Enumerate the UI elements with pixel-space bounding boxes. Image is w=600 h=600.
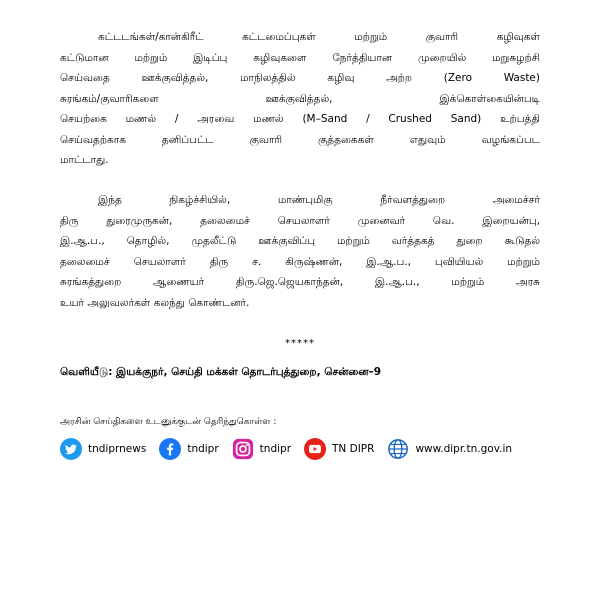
- paragraph-line: தலைமைச் செயலாளர் திரு ச. கிருஷ்ணன், இ.ஆ.ப., புவியியல் மற்றும்: [60, 255, 540, 268]
- paragraph-line: கட்டுமான மற்றும் இடிப்பு கழிவுகளை நேர்த்தியான முறையில் மறுசுழற்சி: [60, 51, 540, 64]
- twitter-handle: tndiprnews: [88, 443, 147, 455]
- social-links: [60, 438, 525, 460]
- website-url: www.dipr.tn.gov.in: [415, 443, 513, 455]
- paragraph-line: இந்த நிகழ்ச்சியில், மாண்புமிகு நீர்வளத்துறை அமைச்சர்: [98, 194, 540, 206]
- section-separator: *****: [285, 338, 315, 349]
- globe-icon: [387, 438, 409, 460]
- youtube-icon: [304, 438, 326, 460]
- paragraph-line: உயர் அலுவலர்கள் கலந்து கொண்டனர்.: [60, 296, 250, 309]
- paragraph-line: செய்வதற்காக தனிப்பட்ட குவாரி குத்தகைகள் எதுவும் வழங்கப்பட: [60, 133, 540, 146]
- paragraph-line: கட்டடங்கள்/கான்கிரீட் கட்டமைப்புகள் மற்றும் குவாரி கழிவுகள்: [98, 31, 540, 43]
- facebook-handle: tndipr: [187, 443, 219, 455]
- release-credit: வெளியீடு: இயக்குநர், செய்தி மக்கள் தொடர்புத்துறை, சென்னை–9: [60, 366, 382, 378]
- instagram-handle: tndipr: [259, 443, 292, 455]
- twitter-link[interactable]: [60, 438, 146, 460]
- paragraph-line: திரு துரைமுருகன், தலைமைச் செயலாளர் முனைவர் வெ. இறையன்பு,: [60, 214, 540, 227]
- follow-label: அரசின் செய்திகளை உடனுக்குடன் தெரிந்துகொள்ள :: [60, 417, 277, 427]
- facebook-icon: [159, 438, 181, 460]
- facebook-link[interactable]: [159, 438, 218, 460]
- paragraph-line: சுரங்கம்/குவாரிகளை ஊக்குவித்தல், இக்கொள்கையின்படி: [60, 92, 540, 105]
- paragraph-line: இ.ஆ.ப., தொழில், முதலீட்டு ஊக்குவிப்பு மற்றும் வர்த்தகத் துறை கூடுதல்: [60, 235, 540, 247]
- paragraph-line: செய்வதை ஊக்குவித்தல், மாநிலத்தில் கழிவு அற்ற (Zero Waste): [60, 72, 540, 84]
- youtube-link[interactable]: [304, 438, 374, 460]
- instagram-icon: [232, 438, 254, 460]
- paragraph-attendees: [60, 190, 540, 313]
- paragraph-line: மாட்டாது.: [60, 154, 109, 166]
- twitter-icon: [60, 438, 82, 460]
- youtube-channel: TN DIPR: [332, 443, 375, 455]
- paragraph-line: சுரங்கத்துறை ஆணையர் திரு.ஜெ.ஜெயகாந்தன், இ.ஆ.ப., மற்றும் அரசு: [60, 276, 540, 288]
- instagram-link[interactable]: [232, 438, 291, 460]
- paragraph-quarry-policy: [60, 27, 540, 171]
- website-link[interactable]: [387, 438, 512, 460]
- paragraph-line: செயற்கை மணல் / அரவை மணல் (M–Sand / Crushed Sand) உற்பத்தி: [60, 113, 540, 125]
